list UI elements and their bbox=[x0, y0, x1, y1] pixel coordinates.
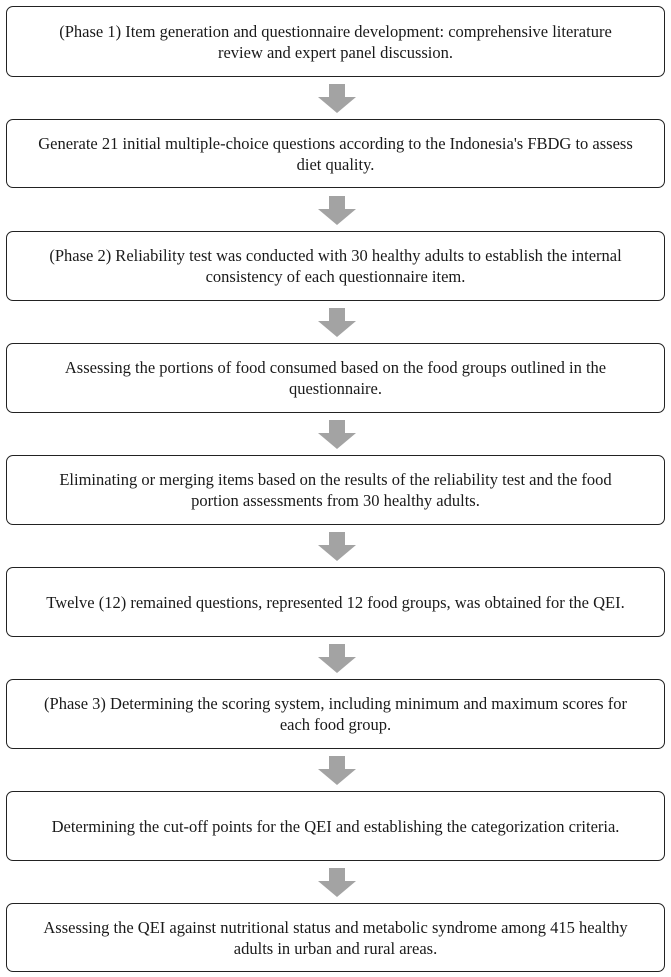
step-box-phase1 bbox=[6, 6, 665, 77]
step-box-assess-portions bbox=[6, 343, 665, 413]
step-text: Generate 21 initial multiple-choice questions according to the Indonesia's FBDG to assess diet quality. bbox=[38, 133, 633, 174]
step-text: (Phase 3) Determining the scoring system, including minimum and maximum scores for each food group. bbox=[44, 694, 627, 734]
down-arrow-icon bbox=[318, 84, 356, 114]
step-box-eliminate-merge bbox=[6, 455, 665, 525]
down-arrow-icon bbox=[318, 308, 356, 338]
down-arrow-icon bbox=[318, 644, 356, 674]
step-box-phase3 bbox=[6, 679, 665, 749]
step-text: Assessing the QEI against nutritional status and metabolic syndrome among 415 healthy adults in urban and rural areas. bbox=[43, 917, 628, 958]
down-arrow-icon bbox=[318, 532, 356, 562]
step-text: (Phase 2) Reliability test was conducted with 30 healthy adults to establish the internal consistency of each questionnaire item. bbox=[49, 246, 622, 286]
step-text: (Phase 1) Item generation and questionnaire development: comprehensive literature review and expert panel discussion. bbox=[59, 21, 612, 62]
step-text: Assessing the portions of food consumed based on the food groups outlined in the questionnaire. bbox=[64, 358, 607, 398]
down-arrow-icon bbox=[318, 196, 356, 226]
down-arrow-icon bbox=[318, 756, 356, 786]
step-text: Determining the cut-off points for the QEI and establishing the categorization criteria. bbox=[51, 816, 620, 836]
step-text: Twelve (12) remained questions, represented 12 food groups, was obtained for the QEI. bbox=[46, 592, 625, 612]
step-box-generate-questions bbox=[6, 119, 665, 188]
step-box-assess-qei bbox=[6, 903, 665, 972]
down-arrow-icon bbox=[318, 868, 356, 898]
step-box-phase2 bbox=[6, 231, 665, 301]
step-text: Eliminating or merging items based on the results of the reliability test and the food portion assessments from 30 healthy adults. bbox=[59, 470, 612, 510]
down-arrow-icon bbox=[318, 420, 356, 450]
step-box-twelve-questions bbox=[6, 567, 665, 637]
step-box-cutoff-points bbox=[6, 791, 665, 861]
